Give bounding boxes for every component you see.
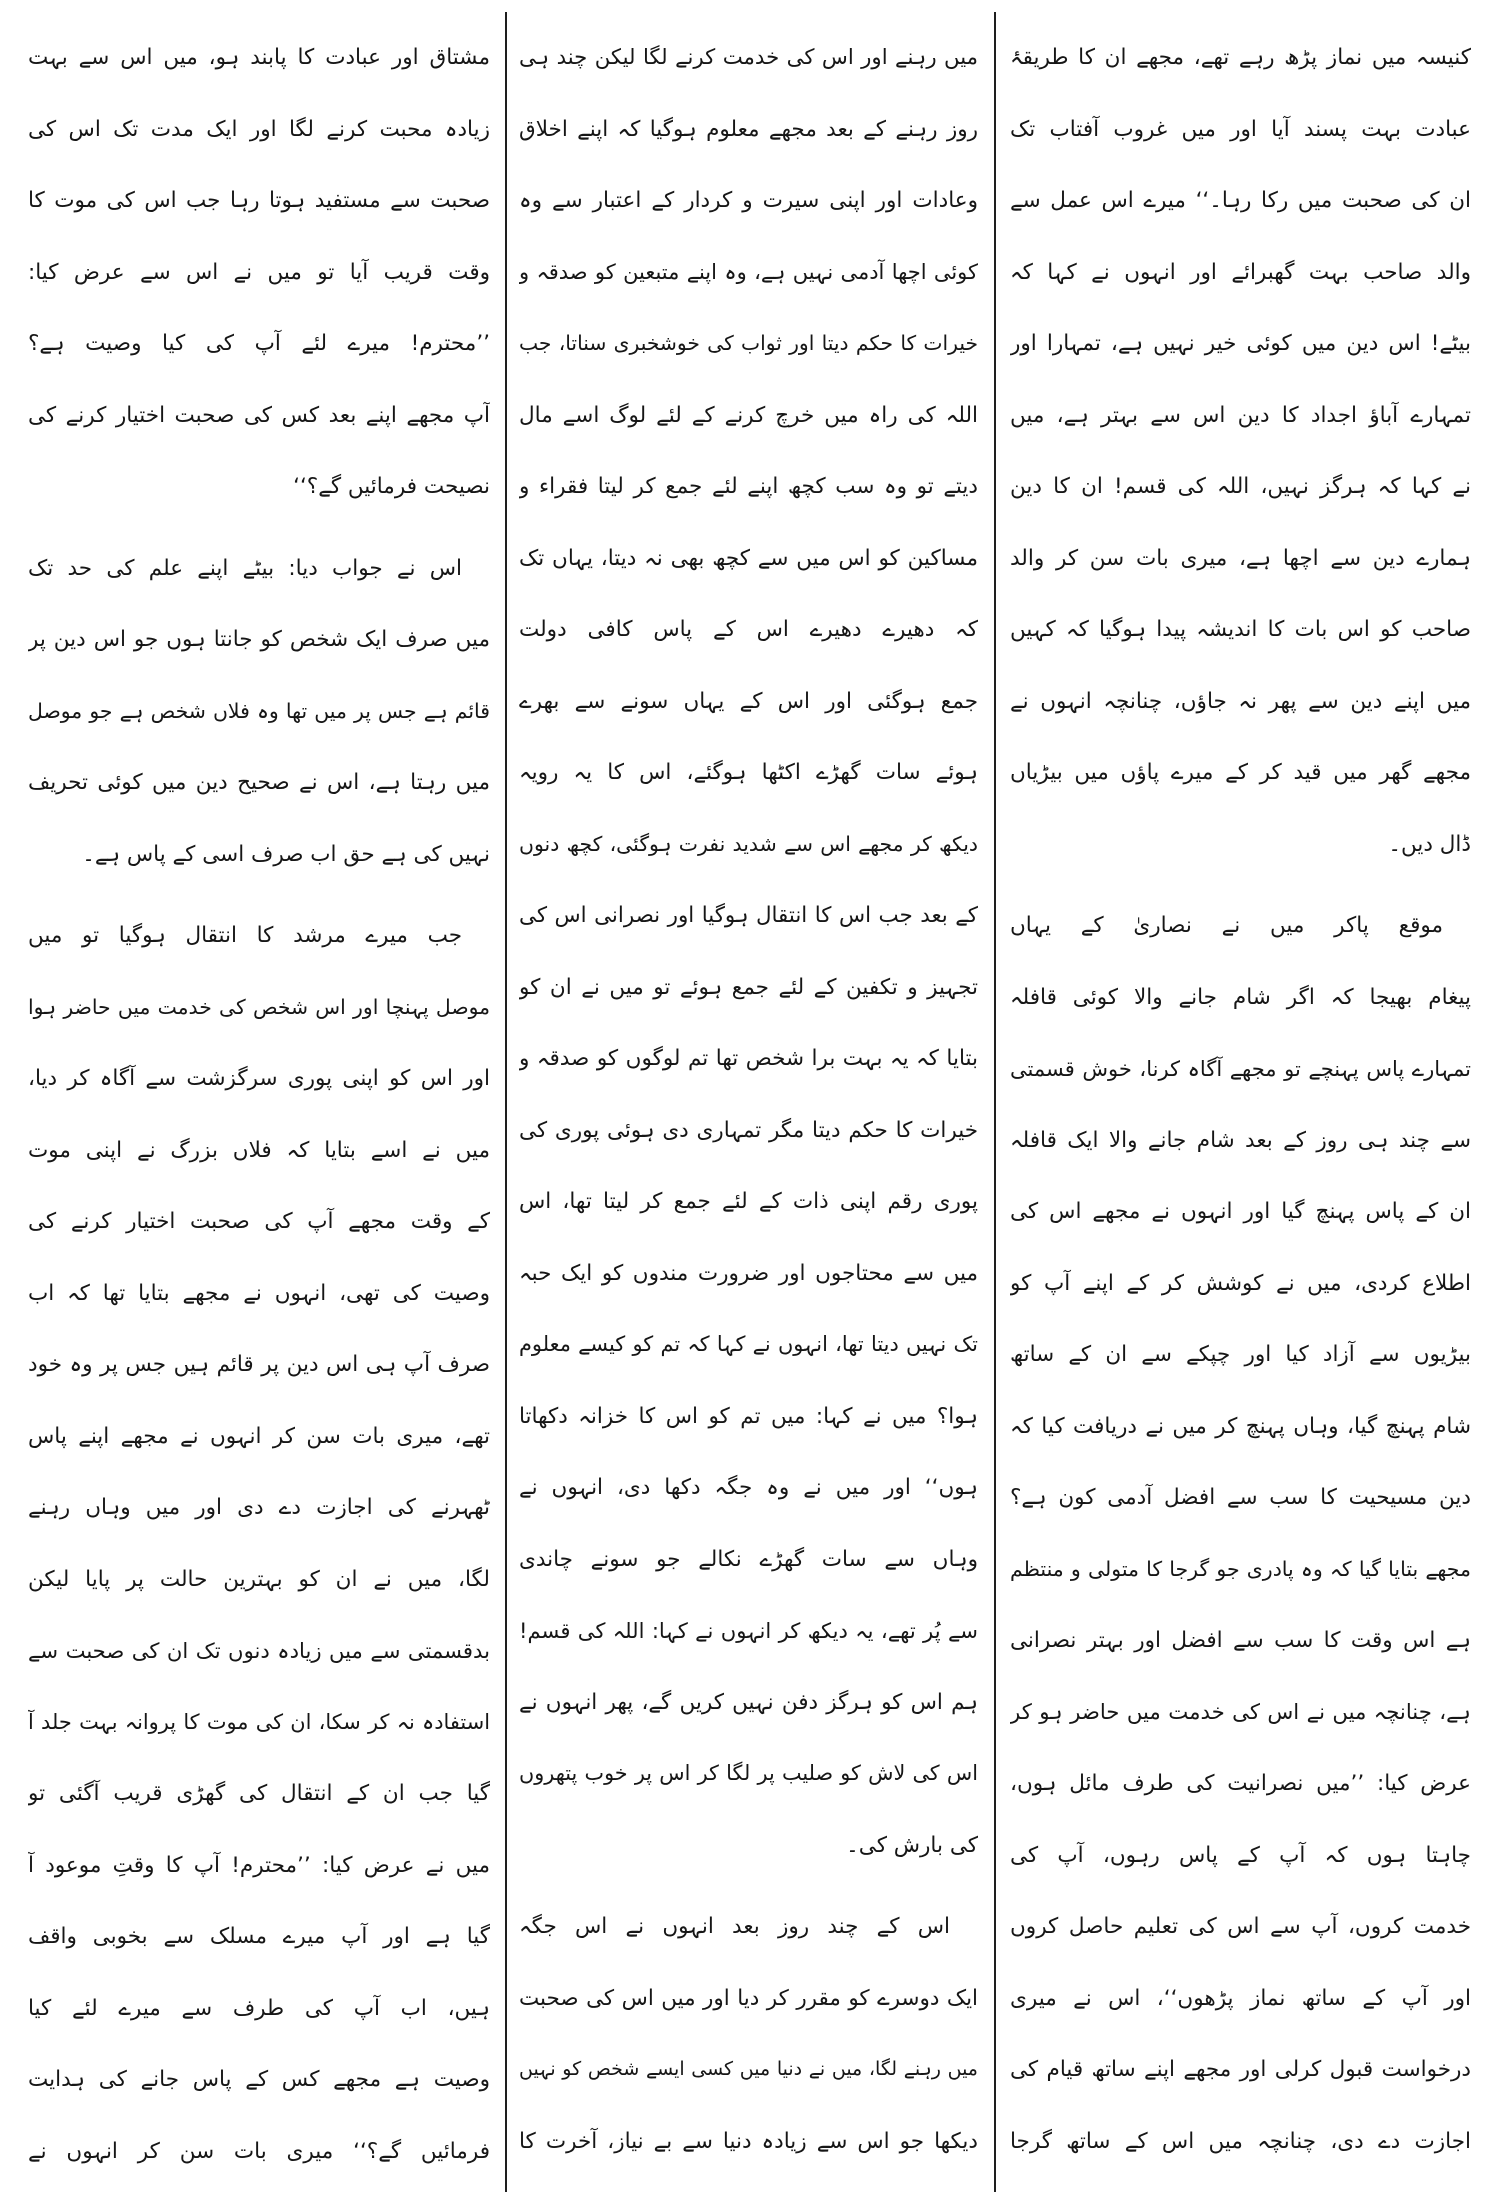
text-line: تک نہیں دیتا تھا، انہوں نے کہا کہ تم کو کیسے معلوم xyxy=(519,1332,978,1356)
text-line: ایک دوسرے کو مقرر کر دیا اور میں اس کی صحبت xyxy=(519,1985,978,2011)
paragraph xyxy=(28,900,490,2187)
text-line: ہیں، اب آپ کی طرف سے میرے لئے کیا xyxy=(28,1995,490,2021)
text-line: نصیحت فرمائیں گے؟‘‘ xyxy=(293,474,490,499)
paragraph xyxy=(519,1891,978,2177)
text-line: اور آپ کے ساتھ نماز پڑھوں‘‘، اس نے میری xyxy=(1010,1985,1471,2011)
text-line: موصل پہنچا اور اس شخص کی خدمت میں حاضر ہوا xyxy=(28,994,490,1019)
text-line: بیٹے! اس دین میں کوئی خیر نہیں ہے، تمہارا اور xyxy=(1010,331,1471,356)
text-line: ہم اس کو ہرگز دفن نہیں کریں گے، پھر انہوں نے xyxy=(519,1689,978,1715)
text-line: اور اس کو اپنی پوری سرگزشت سے آگاہ کر دیا، xyxy=(28,1066,490,1091)
text-line: موقع پاکر میں نے نصاریٰ کے یہاں xyxy=(1010,913,1443,938)
text-line: قائم ہے جس پر میں تھا وہ فلاں شخص ہے جو موصل xyxy=(28,698,490,723)
text-line: کے بعد جب اس کا انتقال ہوگیا اور نصرانی اس کی xyxy=(519,903,978,928)
text-line: میں سے محتاجوں اور ضرورت مندوں کو ایک حبہ xyxy=(519,1260,978,1286)
text-line: کوئی اچھا آدمی نہیں ہے، وہ اپنے متبعین کو صدقہ و xyxy=(519,259,978,284)
text-line: تھے، میری بات سن کر انہوں نے مجھے اپنے پاس xyxy=(28,1423,490,1449)
paragraph xyxy=(1010,890,1471,2177)
paragraph xyxy=(1010,22,1471,880)
text-line: بیڑیوں سے آزاد کیا اور چپکے سے ان کے ساتھ xyxy=(1010,1342,1471,1367)
text-line: اس نے جواب دیا: بیٹے اپنے علم کی حد تک xyxy=(28,555,462,581)
column-left xyxy=(28,22,490,2187)
text-line: کنیسہ میں نماز پڑھ رہے تھے، مجھے ان کا طریقۂ xyxy=(1010,45,1471,70)
text-line: ہوئے سات گھڑے اکٹھا ہوگئے، اس کا یہ رویہ xyxy=(519,760,978,785)
text-line: دیتے تو وہ سب کچھ اپنے لئے جمع کر لیتا فقراء و xyxy=(519,474,978,499)
paragraph xyxy=(519,22,978,1881)
text-line: کے وقت مجھے آپ کی صحبت اختیار کرنے کی xyxy=(28,1209,490,1234)
text-line: گیا ہے اور آپ میرے مسلک سے بخوبی واقف xyxy=(28,1924,490,1949)
text-line: والد صاحب بہت گھبرائے اور انہوں نے کہا کہ xyxy=(1010,259,1471,285)
text-line: استفادہ نہ کر سکا، ان کی موت کا پروانہ بہت جلد آ xyxy=(28,1709,490,1734)
text-line: ہوں‘‘ اور میں نے وہ جگہ دکھا دی، انہوں نے xyxy=(519,1475,978,1500)
text-line: فرمائیں گے؟‘‘ میری بات سن کر انہوں نے xyxy=(28,2138,490,2164)
column-divider xyxy=(994,12,996,2192)
text-line: اجازت دے دی، چنانچہ میں اس کے ساتھ گرجا xyxy=(1010,2128,1471,2154)
text-line: صرف آپ ہی اس دین پر قائم ہیں جس پر وہ خود xyxy=(28,1352,490,1377)
text-line: تجہیز و تکفین کے لئے جمع ہوئے تو میں نے ان کو xyxy=(519,974,978,1000)
text-line: سے پُر تھے، یہ دیکھ کر انہوں نے کہا: اللہ کی قسم! xyxy=(519,1618,978,1643)
text-line: جمع ہوگئی اور اس کے یہاں سونے سے بھرے xyxy=(519,688,978,714)
text-line: اس کے چند روز بعد انہوں نے اس جگہ xyxy=(519,1914,950,1939)
text-line: وصیت کی تھی، انہوں نے مجھے بتایا تھا کہ اب xyxy=(28,1280,490,1306)
text-line: اس کی لاش کو صلیب پر لگا کر اس پر خوب پتھروں xyxy=(519,1761,978,1785)
text-line: زیادہ محبت کرنے لگا اور ایک مدت تک اس کی xyxy=(28,116,490,142)
column-middle xyxy=(519,22,978,2177)
text-line: گیا جب ان کے انتقال کی گھڑی قریب آگئی تو xyxy=(28,1781,490,1806)
text-line: خیرات کا حکم دیتا مگر تمہاری دی ہوئی پوری کی xyxy=(519,1117,978,1143)
text-line: جب میرے مرشد کا انتقال ہوگیا تو میں xyxy=(28,923,462,948)
text-line: میں رہنے لگا، میں نے دنیا میں کسی ایسے شخص کو نہیں xyxy=(519,2058,978,2080)
text-line: دین مسیحیت کا سب سے افضل آدمی کون ہے؟ xyxy=(1010,1485,1471,1510)
text-line: عرض کیا: ’’میں نصرانیت کی طرف مائل ہوں، xyxy=(1010,1771,1471,1796)
text-line: نے کہا کہ ہرگز نہیں، اللہ کی قسم! ان کا دین xyxy=(1010,474,1471,499)
text-line: ان کے پاس پہنچ گیا اور انہوں نے مجھے اس کی xyxy=(1010,1199,1471,1224)
text-line: کی بارش کی۔ xyxy=(846,1832,978,1858)
text-line: اللہ کی راہ میں خرچ کرنے کے لئے لوگ اسے مال xyxy=(519,402,978,428)
text-line: آپ مجھے اپنے بعد کس کی صحبت اختیار کرنے کی xyxy=(28,402,490,428)
text-line: وہاں سے سات گھڑے نکالے جو سونے چاندی xyxy=(519,1546,978,1572)
text-line: میں نے اسے بتایا کہ فلاں بزرگ نے اپنی موت xyxy=(28,1137,490,1163)
text-line: میں اپنے دین سے پھر نہ جاؤں، چنانچہ انہوں نے xyxy=(1010,688,1471,714)
text-line: ہوا؟ میں نے کہا: میں تم کو اس کا خزانہ دکھاتا xyxy=(519,1403,978,1429)
text-line: درخواست قبول کرلی اور مجھے اپنے ساتھ قیام کی xyxy=(1010,2057,1471,2082)
text-line: صاحب کو اس بات کا اندیشہ پیدا ہوگیا کہ کہیں xyxy=(1010,617,1471,642)
text-line: وعادات اور اپنی سیرت و کردار کے اعتبار سے وہ xyxy=(519,188,978,213)
text-line: ٹھہرنے کی اجازت دے دی اور میں وہاں رہنے xyxy=(28,1495,490,1520)
text-line: تمہارے پاس پہنچے تو مجھے آگاہ کرنا، خوش قسمتی xyxy=(1010,1056,1471,1081)
text-line: دیکھا جو اس سے زیادہ دنیا سے بے نیاز، آخرت کا xyxy=(519,2128,978,2154)
text-line: لگا، میں نے ان کو بہترین حالت پر پایا لیکن xyxy=(28,1566,490,1592)
text-line: اطلاع کردی، میں نے کوشش کر کے اپنے آپ کو xyxy=(1010,1270,1471,1296)
text-line: بتایا کہ یہ بہت برا شخص تھا تم لوگوں کو صدقہ و xyxy=(519,1046,978,1071)
text-line: بدقسمتی سے میں زیادہ دنوں تک ان کی صحبت سے xyxy=(28,1638,490,1663)
text-line: میں رہنے اور اس کی خدمت کرنے لگا لیکن چند ہی xyxy=(519,45,978,70)
text-line: وقت قریب آیا تو میں نے اس سے عرض کیا: xyxy=(28,259,490,285)
text-line: میں نے عرض کیا: ’’محترم! آپ کا وقتِ موعود آ xyxy=(28,1852,490,1878)
text-line: ان کی صحبت میں رکا رہا۔‘‘ میرے اس عمل سے xyxy=(1010,188,1471,213)
text-line: وصیت ہے مجھے کس کے پاس جانے کی ہدایت xyxy=(28,2067,490,2092)
text-line: مجھے بتایا گیا کہ وہ پادری جو گرجا کا متولی و منتظم xyxy=(1010,1556,1471,1581)
text-line: ہے اس وقت کا سب سے افضل اور بہتر نصرانی xyxy=(1010,1628,1471,1653)
text-line: مشتاق اور عبادت کا پابند ہو، میں اس سے بہت xyxy=(28,45,490,70)
text-line: عبادت بہت پسند آیا اور میں غروب آفتاب تک xyxy=(1010,116,1471,142)
text-line: پوری رقم اپنی ذات کے لئے جمع کر لیتا تھا، اس xyxy=(519,1189,978,1214)
text-line: مساکین کو اس میں سے کچھ بھی نہ دیتا، یہاں تک xyxy=(519,545,978,571)
text-line: نہیں کی ہے حق اب صرف اسی کے پاس ہے۔ xyxy=(82,841,490,867)
text-line: مجھے گھر میں قید کر کے میرے پاؤں میں بیڑیاں xyxy=(1010,760,1471,785)
column-divider xyxy=(505,12,507,2192)
text-line: ڈال دیں۔ xyxy=(1388,831,1471,857)
text-line: ہمارے دین سے اچھا ہے، میری بات سن کر والد xyxy=(1010,545,1471,571)
text-line: خدمت کروں، آپ سے اس کی تعلیم حاصل کروں xyxy=(1010,1914,1471,1939)
text-line: خیرات کا حکم دیتا اور ثواب کی خوشخبری سناتا، جب xyxy=(519,331,978,355)
column-right xyxy=(1010,22,1471,2177)
text-line: روز رہنے کے بعد مجھے معلوم ہوگیا کہ اپنے اخلاق xyxy=(519,116,978,142)
text-line: چاہتا ہوں کہ آپ کے پاس رہوں، آپ کی xyxy=(1010,1842,1471,1868)
text-line: پیغام بھیجا کہ اگر شام جانے والا کوئی قافلہ xyxy=(1010,984,1471,1010)
paragraph xyxy=(28,22,490,523)
text-line: ’’محترم! میرے لئے آپ کی کیا وصیت ہے؟ xyxy=(28,331,490,356)
text-line: کہ دھیرے دھیرے اس کے پاس کافی دولت xyxy=(519,617,978,642)
text-line: ہے، چنانچہ میں نے اس کی خدمت میں حاضر ہو کر xyxy=(1010,1699,1471,1725)
text-line: شام پہنچ گیا، وہاں پہنچ کر میں نے دریافت کیا کہ xyxy=(1010,1413,1471,1439)
text-line: صحبت سے مستفید ہوتا رہا جب اس کی موت کا xyxy=(28,188,490,213)
text-line: دیکھ کر مجھے اس سے شدید نفرت ہوگئی، کچھ دنوں xyxy=(519,831,978,856)
text-line: میں رہتا ہے، اس نے صحیح دین میں کوئی تحریف xyxy=(28,770,490,795)
text-line: میں صرف ایک شخص کو جانتا ہوں جو اس دین پر xyxy=(28,627,490,652)
text-line: سے چند ہی روز کے بعد شام جانے والا ایک قافلہ xyxy=(1010,1127,1471,1153)
paragraph xyxy=(28,533,490,891)
text-line: تمہارے آباؤ اجداد کا دین اس سے بہتر ہے، میں xyxy=(1010,402,1471,428)
